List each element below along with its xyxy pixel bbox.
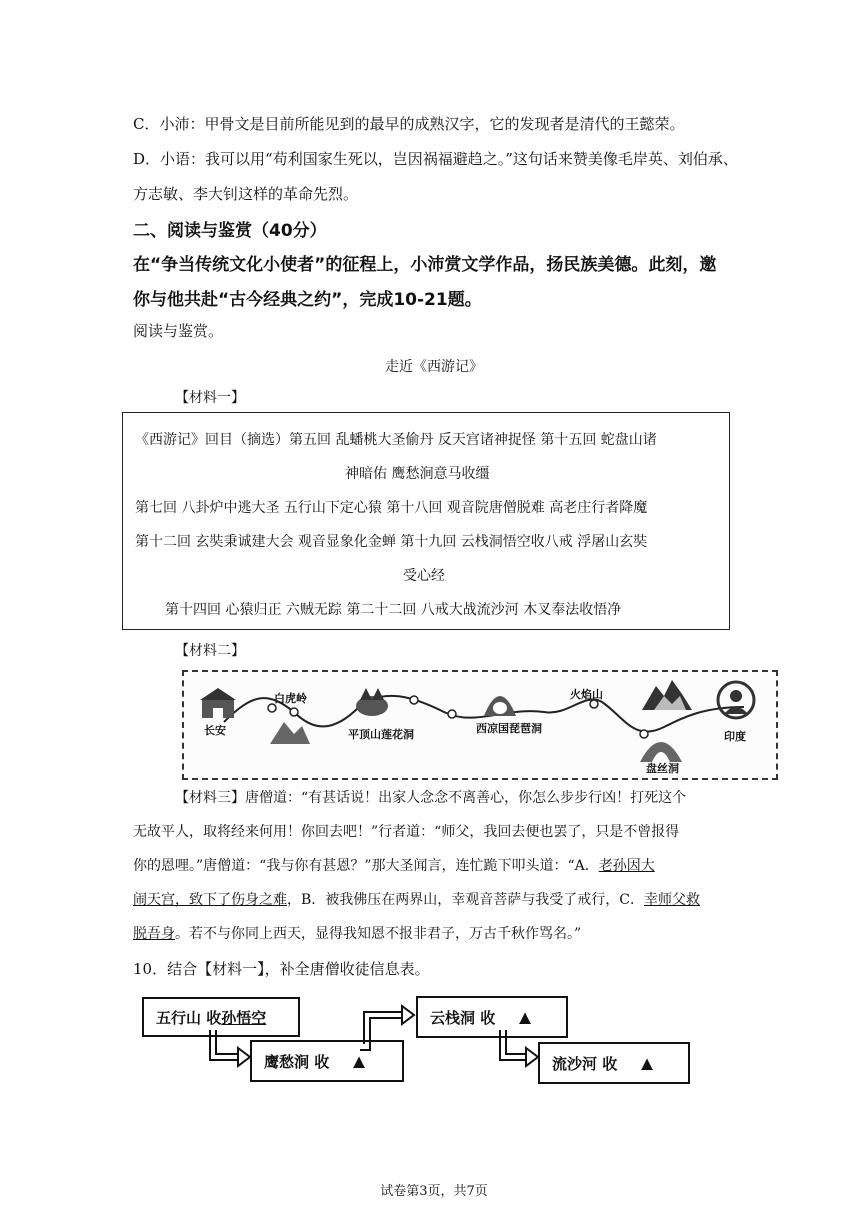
- flow-box-wuxingshan: [142, 997, 300, 1037]
- material1-row: 受心经: [403, 568, 445, 584]
- place-label-huoyanshan: 火焰山: [570, 688, 603, 701]
- material1-row: 第七回 八卦炉中逃大圣 五行山下定心猿 第十八回 观音院唐僧脱难 高老庄行者降魔: [135, 500, 648, 516]
- option-c: C．小沛：甲骨文是目前所能见到的最早的成熟汉字，它的发现者是清代的王懿荣。: [133, 115, 685, 133]
- underlined-phrase-a-cont: 闹天宫，致下了伤身之难: [133, 892, 287, 908]
- flame-mountain-icon: [642, 678, 692, 712]
- flow-box-yingchoujian: [250, 1040, 404, 1082]
- underlined-phrase-c: 幸师父救: [644, 892, 700, 908]
- place-label-pingdingshan: 平顶山莲花洞: [348, 728, 414, 741]
- material3-text: 你的恩哩。”唐僧道：“我与你有甚恩？”那大圣闻言，连忙跪下叩头道：“A．: [133, 858, 599, 874]
- material1-row: 第十二回 玄奘秉诚建大会 观音显象化金蝉 第十九回 云栈洞悟空收八戒 浮屠山玄奘: [135, 534, 648, 550]
- blank-answer: ▲: [641, 1054, 653, 1072]
- section-title: 二、阅读与鉴赏（40分）: [133, 221, 327, 241]
- place-label-changan: 长安: [204, 724, 226, 737]
- flow-box-yunzhandong: [416, 996, 568, 1038]
- flow-box-answer: 孙悟空: [221, 1008, 267, 1027]
- journey-map: [182, 670, 778, 780]
- pipa-cave-icon: [480, 682, 520, 718]
- blank-answer: ▲: [519, 1008, 531, 1026]
- material3-line2: 无故平人，取将经来何用！你回去吧！”行者道：“师父，我回去便也罢了，只是不曾报得: [133, 824, 680, 840]
- option-d-line1: D．小语：我可以用“苟利国家生死以，岂因祸福避趋之。”这句话来赞美像毛岸英、刘伯承、: [133, 150, 738, 168]
- underlined-phrase-a: 老孙因大: [598, 858, 655, 874]
- question-10: 10．结合【材料一】，补全唐僧收徒信息表。: [133, 960, 430, 978]
- material3-line5: [133, 923, 581, 943]
- section-intro-line1: 在“争当传统文化小使者”的征程上，小沛赏文学作品，扬民族美德。此刻，邀: [133, 255, 717, 275]
- material1-row: 神暗佑 鹰愁涧意马收缰: [345, 466, 490, 482]
- material3-line3: [133, 855, 655, 875]
- option-d-line2: 方志敏、李大钊这样的革命先烈。: [133, 185, 359, 203]
- flow-box-text: 鹰愁涧 收: [264, 1052, 330, 1071]
- flow-box-text: 云栈洞 收: [430, 1008, 496, 1027]
- material3-line4: [133, 889, 700, 909]
- india-temple-icon: [716, 680, 756, 720]
- material1-row: 第十四回 心猿归正 六贼无踪 第二十二回 八戒大战流沙河 木叉奉法收悟净: [165, 602, 622, 618]
- article-title: 走近《西游记》: [385, 359, 483, 375]
- flow-box-liushahe: [538, 1042, 690, 1084]
- underlined-phrase-c-cont: 脱吾身: [133, 926, 175, 942]
- place-label-xiliangguo: 西凉国琵琶洞: [476, 722, 542, 735]
- blank-answer: ▲: [353, 1052, 365, 1070]
- lotus-cave-icon: [354, 686, 390, 718]
- material3-text: 。若不与你同上西天，显得我知恩不报非君子，万古千秋作骂名。”: [175, 926, 582, 942]
- material1-label: 【材料一】: [175, 390, 245, 406]
- material3-line1: 【材料三】唐僧道：“有甚话说！出家人念念不离善心，你怎么步步行凶！打死这个: [175, 790, 687, 806]
- place-label-baihuling: 白虎岭: [274, 692, 307, 705]
- spider-cave-icon: [638, 726, 684, 764]
- section-sub: 阅读与鉴赏。: [133, 322, 224, 340]
- place-label-india: 印度: [724, 730, 746, 743]
- flow-box-text: 五行山 收: [156, 1008, 222, 1027]
- material3-text: ，B．被我佛压在两界山，幸观音菩萨与我受了戒行，C．: [287, 892, 644, 908]
- material1-box: [122, 412, 730, 630]
- material1-row: 《西游记》回目（摘选）第五回 乱蟠桃大圣偷丹 反天宫诸神捉怪 第十五回 蛇盘山诸: [135, 432, 657, 448]
- mountain-icon: [270, 716, 310, 746]
- place-label-pansidong: 盘丝洞: [646, 762, 679, 775]
- section-intro-line2: 你与他共赴“古今经典之约”，完成10-21题。: [133, 290, 482, 310]
- page-footer: 试卷第3页，共7页: [380, 1184, 488, 1199]
- flow-box-text: 流沙河 收: [552, 1054, 618, 1073]
- material2-label: 【材料二】: [175, 643, 245, 659]
- changan-gate-icon: [198, 686, 238, 722]
